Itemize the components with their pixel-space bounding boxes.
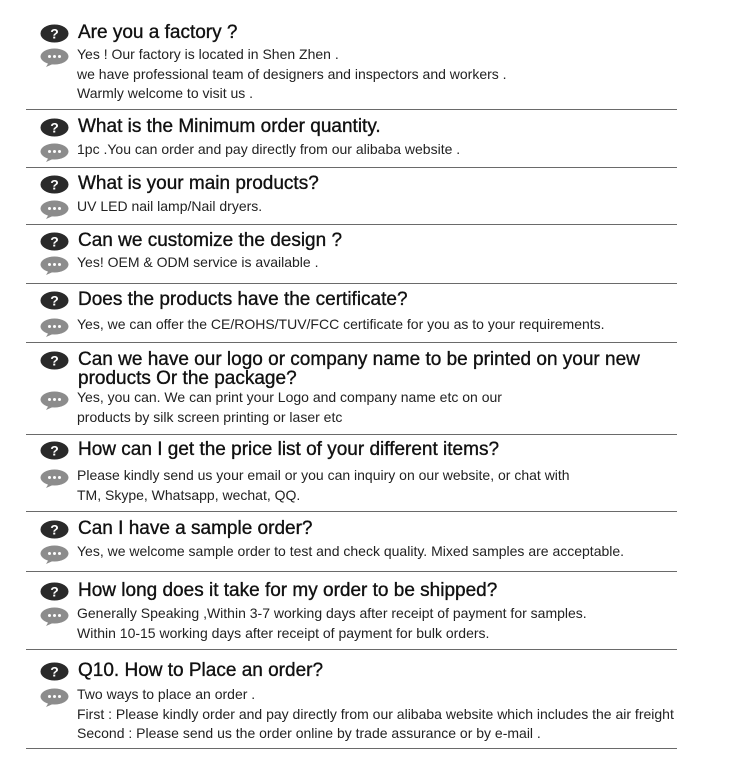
question-icon bbox=[40, 662, 69, 682]
faq-item bbox=[26, 168, 677, 225]
question-icon bbox=[40, 232, 69, 252]
answer-icon bbox=[40, 143, 69, 163]
svg-text:?: ? bbox=[50, 176, 59, 193]
faq-answer bbox=[77, 542, 624, 562]
faq-answer-line: First : Please kindly order and pay directly from our alibaba website which includes the air freight bbox=[77, 705, 674, 722]
answer-icon bbox=[40, 318, 69, 338]
faq-answer-line: Yes, we welcome sample order to test and check quality. Mixed samples are acceptable. bbox=[77, 543, 625, 559]
faq-item bbox=[26, 225, 677, 284]
faq-answer-line: Generally Speaking ,Within 3-7 working days after receipt of payment for samples. bbox=[77, 605, 587, 621]
question-icon bbox=[40, 24, 69, 44]
answer-icon bbox=[40, 607, 69, 627]
faq-item bbox=[26, 284, 677, 343]
svg-text:?: ? bbox=[50, 25, 59, 42]
faq-answer bbox=[77, 45, 507, 104]
question-icon bbox=[40, 582, 69, 602]
answer-icon bbox=[40, 256, 69, 276]
question-icon bbox=[40, 351, 69, 371]
faq-answer-line: Please kindly send us your email or you can inquiry on our website, or chat with bbox=[77, 467, 570, 483]
svg-text:?: ? bbox=[50, 442, 59, 459]
faq-answer bbox=[77, 466, 570, 505]
answer-icon bbox=[40, 200, 69, 220]
faq-answer-line: Yes ! Our factory is located in Shen Zhen . bbox=[77, 46, 339, 62]
faq-answer-line: Warmly welcome to visit us . bbox=[77, 85, 254, 101]
svg-text:?: ? bbox=[50, 119, 59, 136]
svg-text:?: ? bbox=[50, 663, 59, 680]
faq-answer-line: products by silk screen printing or laser etc bbox=[77, 408, 343, 425]
answer-icon bbox=[40, 688, 69, 708]
question-icon bbox=[40, 175, 69, 195]
faq-answer-line: Yes! OEM & ODM service is available . bbox=[77, 254, 319, 270]
svg-text:?: ? bbox=[50, 352, 59, 369]
faq-item bbox=[26, 110, 677, 168]
faq-item bbox=[26, 650, 677, 749]
faq-question: What is the Minimum order quantity. bbox=[78, 116, 381, 137]
faq-question: What is your main products? bbox=[78, 173, 319, 194]
faq-item bbox=[26, 0, 677, 110]
faq-answer-line: 1pc .You can order and pay directly from our alibaba website . bbox=[77, 141, 461, 157]
answer-icon bbox=[40, 48, 69, 68]
svg-text:?: ? bbox=[50, 521, 59, 538]
faq-answer-line: Yes, you can. We can print your Logo and company name etc on our bbox=[77, 389, 502, 405]
answer-icon bbox=[40, 391, 69, 411]
faq-question: Can we have our logo or company name to be printed on your new products Or the package? bbox=[78, 349, 640, 389]
faq-answer bbox=[77, 388, 502, 427]
faq-answer-line: Within 10-15 working days after receipt of payment for bulk orders. bbox=[77, 624, 490, 641]
faq-item bbox=[26, 435, 677, 512]
question-icon bbox=[40, 291, 69, 311]
faq-answer-line: Yes, we can offer the CE/ROHS/TUV/FCC certificate for you as to your requirements. bbox=[77, 316, 605, 332]
question-icon bbox=[40, 520, 69, 540]
faq-answer-line: Second : Please send us the order online by trade assurance or by e-mail . bbox=[77, 725, 541, 741]
question-icon bbox=[40, 118, 69, 138]
faq-answer-line: Two ways to place an order . bbox=[77, 686, 256, 702]
question-icon bbox=[40, 441, 69, 461]
answer-icon bbox=[40, 469, 69, 489]
faq-answer bbox=[77, 197, 262, 217]
svg-text:?: ? bbox=[50, 583, 59, 600]
faq-question: Can I have a sample order? bbox=[78, 518, 313, 539]
faq-answer-line: we have professional team of designers and inspectors and workers . bbox=[77, 65, 507, 82]
faq-question: Q10. How to Place an order? bbox=[78, 660, 324, 681]
faq-item bbox=[26, 512, 677, 572]
svg-text:?: ? bbox=[50, 292, 59, 309]
faq-item bbox=[26, 572, 677, 650]
faq-question: How can I get the price list of your different items? bbox=[78, 439, 500, 460]
faq-answer bbox=[77, 140, 460, 160]
faq-answer bbox=[77, 685, 674, 744]
faq-answer-line: UV LED nail lamp/Nail dryers. bbox=[77, 198, 263, 214]
svg-text:?: ? bbox=[50, 233, 59, 250]
faq-item bbox=[26, 343, 677, 435]
faq-question: Does the products have the certificate? bbox=[78, 289, 408, 310]
faq-question: How long does it take for my order to be shipped? bbox=[78, 580, 498, 601]
faq-answer bbox=[77, 604, 587, 643]
answer-icon bbox=[40, 545, 69, 565]
faq-question: Are you a factory ? bbox=[78, 22, 238, 43]
faq-answer-line: TM, Skype, Whatsapp, wechat, QQ. bbox=[77, 486, 301, 503]
faq-answer bbox=[77, 315, 605, 335]
faq-answer bbox=[77, 253, 318, 273]
faq-question: Can we customize the design ? bbox=[78, 230, 343, 251]
